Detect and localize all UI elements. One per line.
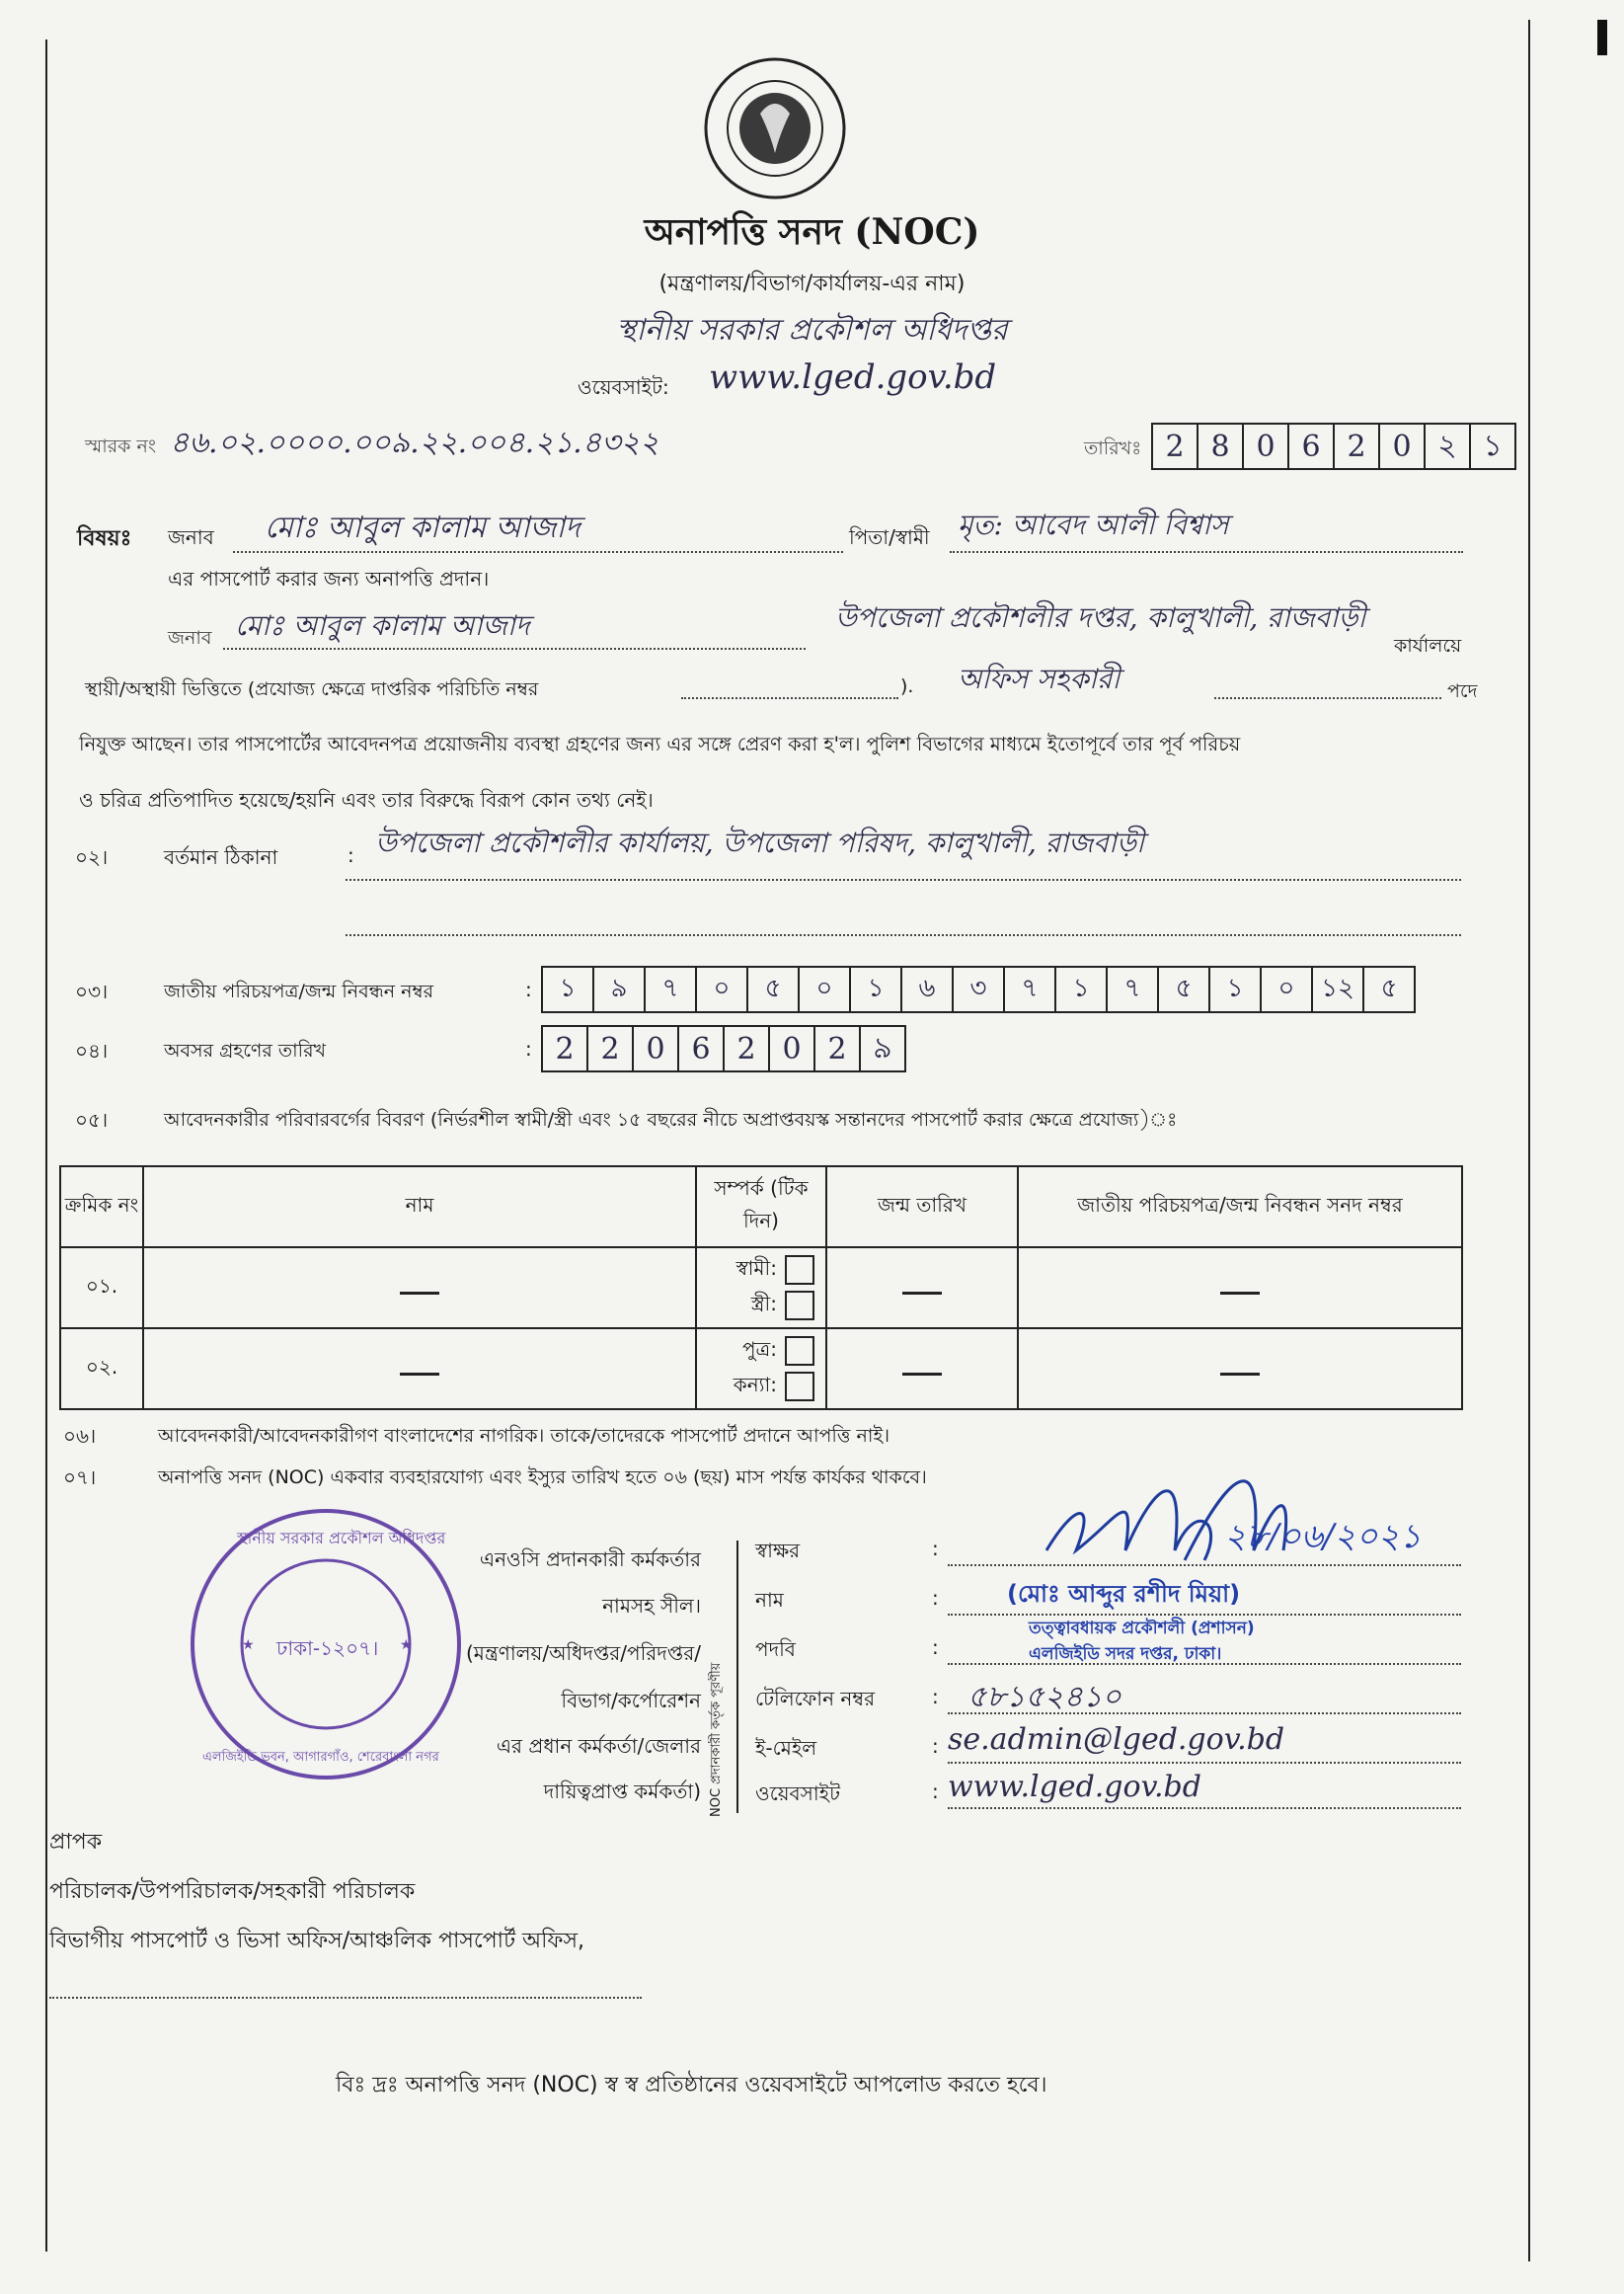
signatory-line-2: নামসহ সীল।	[602, 1594, 701, 1618]
field-phone: টেলিফোন নম্বর	[755, 1687, 876, 1710]
top-right-mark	[1597, 20, 1607, 55]
signatory-divider	[736, 1541, 738, 1813]
item-02-number: ০২।	[75, 845, 109, 869]
address-value: উপজেলা প্রকৌশলীর কার্যালয়, উপজেলা পরিষদ, কালুখালী, রাজবাড়ী	[375, 827, 1145, 859]
vertical-noc-label: NOC প্রদানকারী কর্তৃক পূরণীয়	[709, 1662, 724, 1817]
email-dots	[948, 1762, 1461, 1764]
header-name: নাম	[143, 1166, 696, 1247]
row1-nid	[1018, 1247, 1462, 1328]
row1-serial: ০১.	[60, 1247, 143, 1328]
daughter-checkbox[interactable]	[785, 1372, 814, 1401]
body-janab: জনাব	[168, 627, 212, 649]
row1-dob	[826, 1247, 1018, 1328]
field-signature: স্বাক্ষর	[755, 1539, 801, 1562]
memo-number: ৪৬.০২.০০০০.০০৯.২২.০০৪.২১.৪৩২২	[170, 426, 659, 460]
husband-checkbox[interactable]	[785, 1255, 814, 1285]
item-07-text: অনাপত্তি সনদ (NOC) একবার ব্যবহারযোগ্য এবং ইস্যুর তারিখ হতে ০৬ (ছয়) মাস পর্যন্ত কার্যকর থাকবে।	[158, 1466, 927, 1488]
row2-relation: পুত্র: কন্যা:	[696, 1328, 826, 1409]
field-name: নাম	[755, 1588, 784, 1612]
body-office-suffix: কার্যালয়ে	[1394, 635, 1462, 657]
header-dob: জন্ম তারিখ	[826, 1166, 1018, 1247]
post-suffix: পদে	[1447, 680, 1478, 702]
body-paragraph-2: ও চরিত্র প্রতিপাদিত হয়েছে/হয়নি এবং তার বিরুদ্ধে বিরূপ কোন তথ্য নেই।	[79, 788, 654, 812]
header-nid: জাতীয় পরিচয়পত্র/জন্ম নিবন্ধন সনদ নম্বর	[1018, 1166, 1462, 1247]
recipient-line-1: পরিচালক/উপপরিচালক/সহকারী পরিচালক	[49, 1879, 416, 1904]
officer-website: www.lged.gov.bd	[948, 1770, 1201, 1804]
body-office: উপজেলা প্রকৌশলীর দপ্তর, কালুখালী, রাজবাড়ী	[835, 601, 1366, 634]
signatory-line-4: বিভাগ/কর্পোরেশন	[561, 1689, 701, 1712]
retirement-date-boxes: 2 2 0 6 2 0 2 ৯	[541, 1025, 904, 1072]
signatory-line-3: (মন্ত্রণালয়/অধিদপ্তর/পরিদপ্তর/	[465, 1641, 701, 1665]
row1-relation: স্বামী: স্ত্রী:	[696, 1247, 826, 1328]
row2-nid	[1018, 1328, 1462, 1409]
officer-phone: ৫৮১৫২৪১০	[967, 1680, 1121, 1714]
item-06-text: আবেদনকারী/আবেদনকারীগণ বাংলাদেশের নাগরিক। তাকে/তাদেরকে পাসপোর্ট প্রদানে আপত্তি নাই।	[158, 1425, 890, 1447]
signature-date: ২৮/০৬/২০২১	[1224, 1517, 1422, 1556]
subject-janab: জনাব	[168, 525, 214, 549]
permanent-line: স্থায়ী/অস্থায়ী ভিত্তিতে (প্রযোজ্য ক্ষেত্রে দাপ্তরিক পরিচিতি নম্বর	[85, 678, 539, 700]
svg-text:★: ★	[400, 1637, 413, 1653]
field-designation: পদবি	[755, 1637, 796, 1661]
website-value: www.lged.gov.bd	[709, 357, 997, 397]
body-paragraph-1: নিযুক্ত আছেন। তার পাসপোর্টের আবেদনপত্র প্রয়োজনীয় ব্যবস্থা গ্রহণের জন্য এর সঙ্গে প্রেরণ করা হ'ল। পুলিশ বিভাগের মাধ্যমে ইতোপূর্বে তার পূর্ব পরিচয়	[79, 733, 1241, 755]
field-website: ওয়েবসাইট	[755, 1781, 840, 1805]
son-checkbox[interactable]	[785, 1336, 814, 1366]
seal-center-text: ঢাকা-১২০৭।	[276, 1636, 379, 1660]
officer-name: (মোঃ আব্দুর রশীদ মিয়া)	[1007, 1580, 1241, 1608]
row2-dob	[826, 1328, 1018, 1409]
wife-checkbox[interactable]	[785, 1291, 814, 1320]
address-line-1	[346, 879, 1461, 881]
header-serial: ক্রমিক নং	[60, 1166, 143, 1247]
date-label: তারিখঃ	[1084, 437, 1142, 459]
officer-email: se.admin@lged.gov.bd	[948, 1722, 1285, 1757]
issue-date-boxes: 2 8 0 6 2 0 ২ ১	[1151, 423, 1514, 470]
item-03-label: জাতীয় পরিচয়পত্র/জন্ম নিবন্ধন নম্বর	[164, 981, 434, 1002]
family-details-table	[59, 1165, 1463, 1410]
government-emblem-icon	[701, 54, 849, 202]
item-02-label: বর্তমান ঠিকানা	[164, 845, 278, 869]
recipient-label: প্রাপক	[49, 1830, 103, 1855]
address-line-2	[346, 934, 1461, 936]
item-06-number: ০৬।	[63, 1424, 97, 1448]
body-name: মোঃ আবুল কালাম আজাদ	[235, 609, 530, 642]
svg-text:★: ★	[242, 1637, 255, 1653]
post-dots	[1214, 697, 1441, 699]
item-04-number: ০৪।	[75, 1039, 109, 1063]
item-04-label: অবসর গ্রহণের তারিখ	[164, 1040, 327, 1062]
noc-document: অনাপত্তি সনদ (NOC) (মন্ত্রণালয়/বিভাগ/কার্যালয়-এর নাম) স্থানীয় সরকার প্রকৌশল অধিদপ্তর ওয়েবসাইট: www.lged.gov.bd স্মারক নং ৪৬.০২.০০০০.০০৯.২২.০০৪.২১.৪৩২২ তারিখঃ 2 8 0 6 2 0 ২ ১ বিষয়ঃ জনাব মোঃ আবুল কালাম আজাদ পিতা/স্বামী মৃত: আবেদ আলী বিশ্বাস এর পাসপোর্ট করার জন্য অনাপত্তি প্রদান। জনাব মোঃ আবুল কালাম আজাদ উপজেলা প্রকৌশলীর দপ্তর, কালুখালী, রাজবাড়ী কার্যালয়ে স্থায়ী/অস্থায়ী ভিত্তিতে (প্রযোজ্য ক্ষেত্রে দাপ্তরিক পরিচিতি নম্বর ). অফিস সহকারী পদে নিযুক্ত আছেন। তার পাসপোর্টের আবেদনপত্র প্রয়োজনীয় ব্যবস্থা গ্রহণের জন্য এর সঙ্গে প্রেরণ করা হ'ল। পুলিশ বিভাগের মাধ্যমে ইতোপূর্বে তার পূর্ব পরিচয় ও চরিত্র প্রতিপাদিত হয়েছে/হয়নি এবং তার বিরুদ্ধে বিরূপ কোন তথ্য নেই। ০২। বর্তমান ঠিকানা : উপজেলা প্রকৌশলীর কার্যালয়, উপজেলা পরিষদ, কালুখালী, রাজবাড়ী ০৩। জাতীয় পরিচয়পত্র/জন্ম নিবন্ধন নম্বর : ১ ৯ ৭ ০ ৫ ০ ১ ৬ ৩ ৭ ১ ৭ ৫ ১ ০ ১২ ৫ ০৪। অবসর গ্রহণের তারিখ : 2 2 0 6 2 0 2 ৯ ০৫। আবেদনকারীর পরিবারবর্গের বিবরণ (নির্ভরশীল স্বামী/স্ত্রী এবং ১৫ বছরের নীচে অপ্রাপ্তবয়স্ক সন্তানদের পাসপোর্ট করার ক্ষেত্রে প্রযোজ্য)ঃ ক্রমিক নং নাম সম্পর্ক (টিক দিন) জন্ম তারিখ জাতীয় পরিচয়পত্র/জন্ম নিবন্ধন সনদ নম্বর ০১. স্বামী: স্ত্রী: ০২. পুত্র: কন্যা: ০৬। আবেদনকারী/আবেদনকারীগণ বাংলাদেশের নাগরিক। তাকে/তাদেরকে পাসপোর্ট প্রদানে আপত্তি নাই। ০৭। অনাপত্তি সনদ (NOC) একবার ব্যবহারযোগ্য এবং ইস্যুর তারিখ হতে ০৬ (ছয়) মাস পর্যন্ত কার্যকর থাকবে। ★ ★ স্থানীয় সরকার প্রকৌশল অধিদপ্তর ঢাকা-১২০৭। এলজিইডি ভবন, আগারগাঁও, শেরেবাংলা নগর এনওসি প্রদানকারী কর্মকর্তার নামসহ সীল। (মন্ত্রণালয়/অধিদপ্তর/পরিদপ্তর/ বিভাগ/কর্পোরেশন এর প্রধান কর্মকর্তা/জেলার দায়িত্বপ্রাপ্ত কর্মকর্তা) NOC প্রদানকারী কর্তৃক পূরণীয় স্বাক্ষর নাম পদবি টেলিফোন নম্বর ই-মেইল ওয়েবসাইট : : : : : : ২৮/০৬/২০২১ (মোঃ আব্দুর রশীদ মিয়া) তত্ত্বাবধায়ক প্রকৌশলী (প্রশাসন) এলজিইডি সদর দপ্তর, ঢাকা। ৫৮১৫২৪১০ se.admin@lged.gov.bd www.lged.gov.bd প্রাপক পরিচালক/উপপরিচালক/সহকারী পরিচালক বিভাগীয় পাসপোর্ট ও ভিসা অফিস/আঞ্চলিক পাসপোর্ট অফিস, বিঃ দ্রঃ অনাপত্তি সনদ (NOC) স্ব স্ব প্রতিষ্ঠানের ওয়েবসাইটে আপলোড করতে হবে।	[0, 0, 1624, 2294]
field-email: ই-মেইল	[755, 1736, 817, 1760]
father-line	[950, 551, 1463, 553]
website-label: ওয়েবসাইট:	[578, 375, 669, 399]
signatory-line-6: দায়িত্বপ্রাপ্ত কর্মকর্তা)	[543, 1780, 701, 1803]
nid-digit-boxes: ১ ৯ ৭ ০ ৫ ০ ১ ৬ ৩ ৭ ১ ৭ ৫ ১ ০ ১২ ৫	[541, 966, 1414, 1013]
footer-note: বিঃ দ্রঃ অনাপত্তি সনদ (NOC) স্ব স্ব প্রতিষ্ঠানের ওয়েবসাইটে আপলোড করতে হবে।	[336, 2073, 1047, 2097]
table-row	[60, 1328, 1462, 1409]
officer-office: এলজিইডি সদর দপ্তর, ঢাকা।	[1029, 1644, 1222, 1664]
recipient-dots	[49, 1997, 642, 1999]
row2-name	[143, 1328, 696, 1409]
item-07-number: ০৭।	[63, 1465, 97, 1489]
website-dots	[948, 1807, 1461, 1809]
seal-top-text: স্থানীয় সরকার প্রকৌশল অধিদপ্তর	[237, 1529, 446, 1547]
father-name: মৃত: আবেদ আলী বিশ্বাস	[958, 509, 1229, 541]
left-border	[45, 40, 47, 2252]
document-title: অনাপত্তি সনদ (NOC)	[644, 211, 980, 253]
header-relation: সম্পর্ক (টিক দিন)	[696, 1166, 826, 1247]
post-value: অফিস সহকারী	[958, 663, 1121, 695]
table-header-row	[60, 1166, 1462, 1247]
seal-bottom-text: এলজিইডি ভবন, আগারগাঁও, শেরেবাংলা নগর	[202, 1750, 439, 1765]
office-name: স্থানীয় সরকার প্রকৌশল অধিদপ্তর	[616, 313, 1008, 348]
row2-serial: ০২.	[60, 1328, 143, 1409]
permanent-dots	[681, 697, 898, 699]
memo-label: স্মারক নং	[85, 435, 157, 457]
document-subtitle: (মন্ত্রণালয়/বিভাগ/কার্যালয়-এর নাম)	[658, 272, 966, 296]
table-row	[60, 1247, 1462, 1328]
subject-label: বিষয়ঃ	[77, 526, 132, 551]
recipient-line-2: বিভাগীয় পাসপোর্ট ও ভিসা অফিস/আঞ্চলিক পাসপোর্ট অফিস,	[49, 1929, 584, 1953]
signatory-line-5: এর প্রধান কর্মকর্তা/জেলার	[496, 1734, 701, 1758]
officer-title: তত্ত্বাবধায়ক প্রকৌশলী (প্রশাসন)	[1029, 1619, 1255, 1638]
subject-line2: এর পাসপোর্ট করার জন্য অনাপত্তি প্রদান।	[168, 567, 490, 591]
item-05-text: আবেদনকারীর পরিবারবর্গের বিবরণ (নির্ভরশীল স্বামী/স্ত্রী এবং ১৫ বছরের নীচে অপ্রাপ্তবয়স্ক সন্তানদের পাসপোর্ট করার ক্ষেত্রে প্রযোজ্য)ঃ	[164, 1109, 1178, 1131]
subject-name: মোঃ আবুল কালাম আজাদ	[265, 511, 580, 545]
row1-name	[143, 1247, 696, 1328]
signatory-line-1: এনওসি প্রদানকারী কর্মকর্তার	[479, 1547, 701, 1571]
father-label: পিতা/স্বামী	[849, 525, 930, 549]
item-05-number: ০৫।	[75, 1108, 109, 1132]
item-03-number: ০৩।	[75, 980, 109, 1003]
